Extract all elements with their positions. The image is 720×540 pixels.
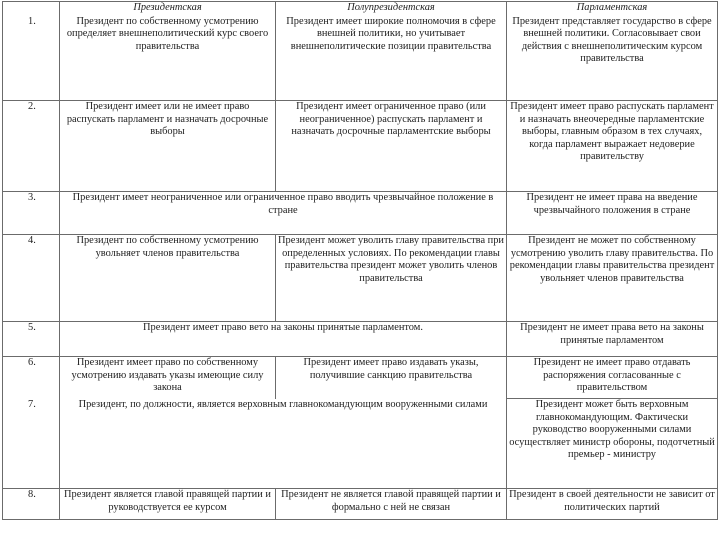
table-row [3, 16, 718, 101]
cell-parliamentary: Президент не может по собственному усмотрению уволить главу правительства. По рекомендации главы правительства президент увольняет членов правительства [507, 235, 718, 322]
cell-merged-presidential-semi: Президент, по должности, является верховным главнокомандующим вооруженными силами [60, 399, 507, 489]
cell-parliamentary: Президент не имеет права на введение чрезвычайного положения в стране [507, 192, 718, 235]
table-row [3, 192, 718, 235]
cell-presidential: Президент имеет право по собственному усмотрению издавать указы имеющие силу закона [60, 357, 276, 399]
cell-semi-presidential: Президент имеет ограниченное право (или неограниченное) распускать парламент и назначать досрочные парламентские выборы [276, 101, 507, 192]
government-forms-table [2, 1, 718, 520]
cell-presidential: Президент имеет или не имеет право распускать парламент и назначать досрочные выборы [60, 101, 276, 192]
table-row [3, 399, 718, 489]
cell-presidential: Президент по собственному усмотрению определяет внешнеполитический курс своего правительства [60, 16, 276, 101]
header-semi-presidential: Полупрезидентская [276, 2, 507, 16]
cell-semi-presidential: Президент не является главой правящей партии и формально с ней не связан [276, 489, 507, 520]
row-number: 2. [3, 101, 60, 192]
cell-parliamentary: Президент не имеет право отдавать распоряжения согласованные с правительством [507, 357, 718, 399]
table-header-row [3, 2, 718, 16]
cell-parliamentary: Президент может быть верховным главнокомандующим. Фактически руководство вооруженными силами осуществляет министр обороны, подотчетный премьер - министру [507, 399, 718, 489]
header-parliamentary: Парламентская [507, 2, 718, 16]
cell-presidential: Президент является главой правящей партии и руководствуется ее курсом [60, 489, 276, 520]
table-row [3, 101, 718, 192]
header-num-cell [3, 2, 60, 16]
cell-parliamentary: Президент в своей деятельности не зависит от политических партий [507, 489, 718, 520]
table-row [3, 357, 718, 399]
row-number: 6. [3, 357, 60, 399]
header-presidential: Президентская [60, 2, 276, 16]
table-row [3, 235, 718, 322]
row-number: 4. [3, 235, 60, 322]
cell-merged-presidential-semi: Президент имеет право вето на законы принятые парламентом. [60, 322, 507, 357]
cell-semi-presidential: Президент имеет широкие полномочия в сфере внешней политики, но учитывает внешнеполитические позиции правительства [276, 16, 507, 101]
cell-parliamentary: Президент представляет государство в сфере внешней политики. Согласовывает свои действия с внешнеполитическим курсом правительства [507, 16, 718, 101]
cell-semi-presidential: Президент может уволить главу правительства при определенных условиях. По рекомендации главы правительства президент может уволить членов правительства [276, 235, 507, 322]
table-row [3, 489, 718, 520]
row-number: 5. [3, 322, 60, 357]
cell-parliamentary: Президент не имеет права вето на законы принятые парламентом [507, 322, 718, 357]
cell-merged-presidential-semi: Президент имеет неограниченное или ограниченное право вводить чрезвычайное положение в стране [60, 192, 507, 235]
table-row [3, 322, 718, 357]
row-number: 8. [3, 489, 60, 520]
row-number: 7. [3, 399, 60, 489]
cell-semi-presidential: Президент имеет право издавать указы, получившие санкцию правительства [276, 357, 507, 399]
cell-presidential: Президент по собственному усмотрению увольняет членов правительства [60, 235, 276, 322]
row-number: 1. [3, 16, 60, 101]
cell-parliamentary: Президент имеет право распускать парламент и назначать внеочередные парламентские выборы, главным образом в тех случаях, когда парламент выражает недоверие правительству [507, 101, 718, 192]
row-number: 3. [3, 192, 60, 235]
